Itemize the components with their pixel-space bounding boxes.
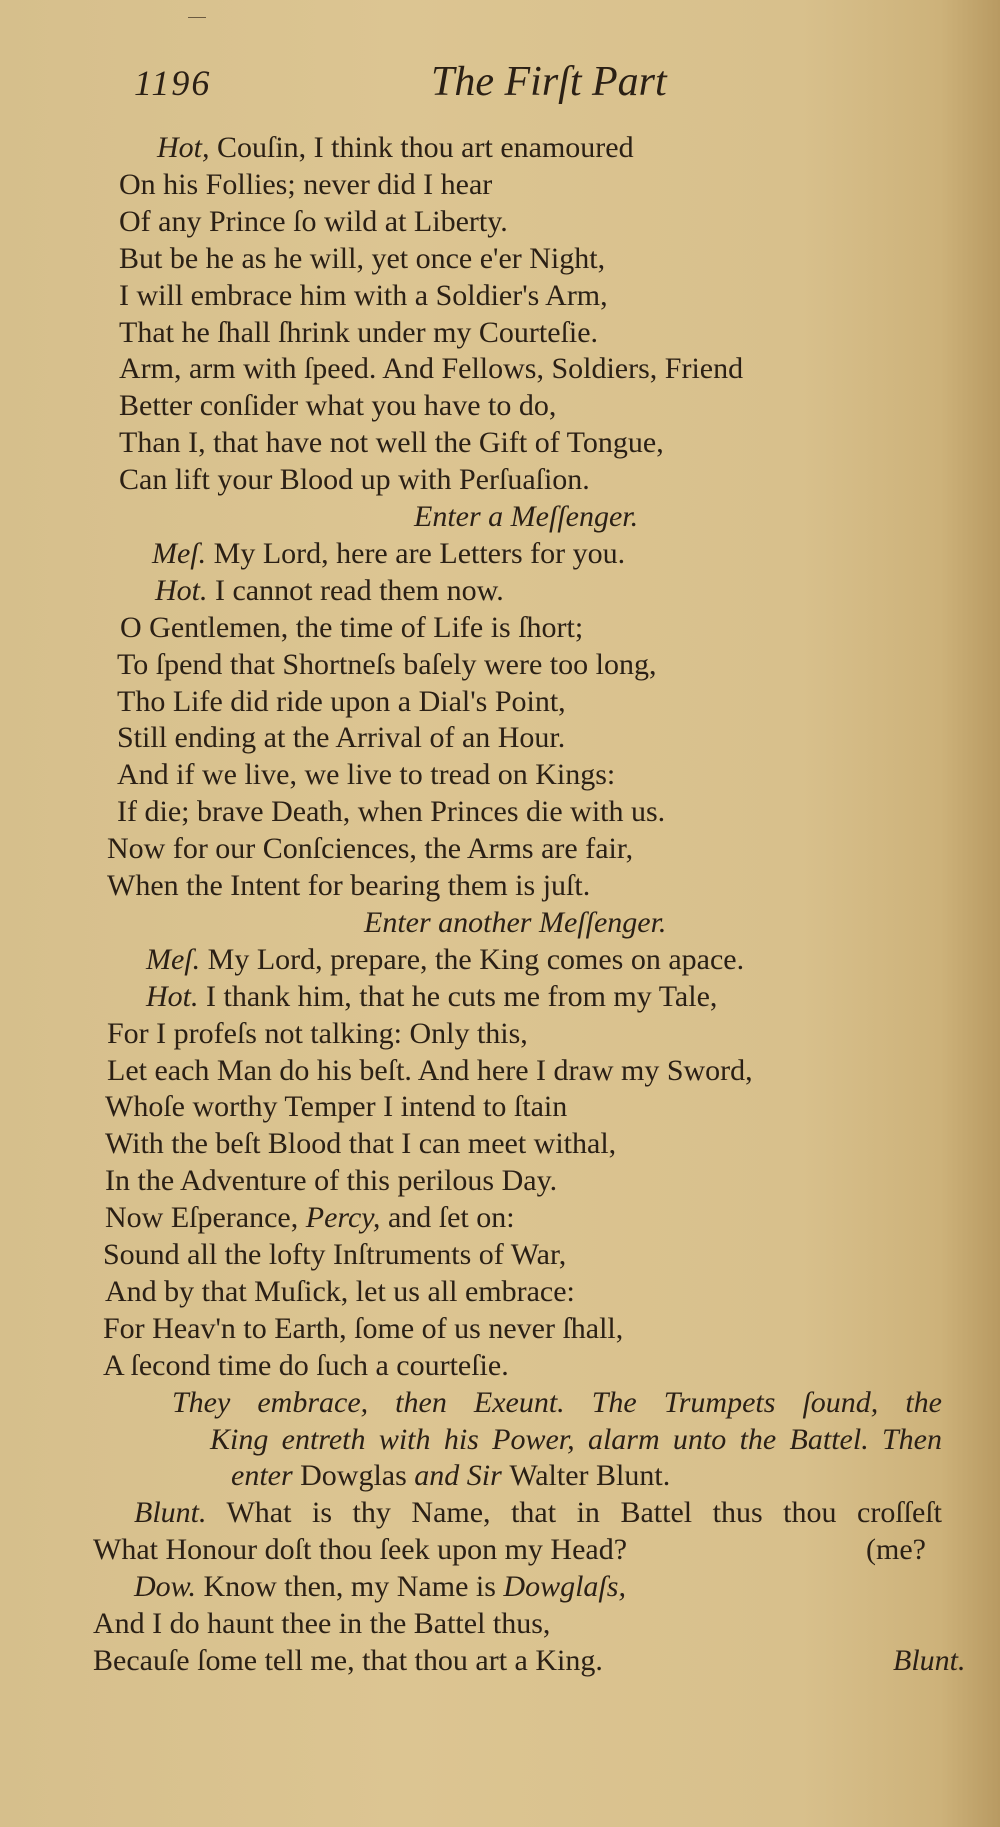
verse-line bbox=[157, 130, 634, 166]
text-segment: Enter another Meſſenger. bbox=[364, 905, 667, 939]
verse-line bbox=[119, 167, 492, 203]
text-segment: For I profeſs not talking: Only this, bbox=[107, 1016, 528, 1050]
text-segment: and ſet on: bbox=[380, 1201, 515, 1235]
verse-line bbox=[119, 315, 598, 351]
text-segment: But be he as he will, yet once e'er Night, bbox=[119, 241, 606, 275]
text-segment: What Honour doſt thou ſeek upon my Head? bbox=[93, 1533, 628, 1567]
text-segment: When the Intent for bearing them is juſt. bbox=[107, 869, 591, 902]
verse-line bbox=[134, 1495, 942, 1531]
text-segment: Whoſe worthy Temper I intend to ſtain bbox=[105, 1090, 568, 1124]
text-segment: What is thy Name, that in Battel thus thou croſſeſt bbox=[206, 1496, 942, 1530]
text-segment: Know then, my Name is bbox=[195, 1570, 504, 1604]
speaker-name: Hot. bbox=[146, 979, 199, 1013]
stage-direction bbox=[414, 499, 638, 535]
verse-line bbox=[93, 1532, 627, 1568]
verse-line bbox=[231, 1458, 670, 1494]
verse-line bbox=[93, 1606, 550, 1642]
speaker-name: enter bbox=[231, 1459, 301, 1493]
text-segment: A ſecond time do ſuch a courteſie. bbox=[103, 1348, 509, 1382]
verse-line bbox=[117, 684, 566, 720]
text-segment: On his Follies; never did I hear bbox=[119, 167, 493, 201]
stage-direction bbox=[364, 905, 666, 941]
stage-direction bbox=[172, 1385, 942, 1421]
verse-line bbox=[107, 1053, 753, 1089]
text-segment: Better conſider what you have to do, bbox=[119, 389, 557, 423]
text-segment: Walter Blunt. bbox=[509, 1459, 671, 1493]
text-segment: Enter a Meſſenger. bbox=[414, 500, 639, 533]
speaker-name: Hot, bbox=[157, 131, 210, 164]
verse-line bbox=[134, 1569, 626, 1605]
text-segment: Sound all the lofty Inſtruments of War, bbox=[103, 1238, 567, 1271]
verse-line bbox=[103, 1237, 566, 1273]
text-segment: Let each Man do his beſt. And here I draw my Sword, bbox=[107, 1053, 753, 1087]
turnover-text: (me? bbox=[866, 1533, 926, 1566]
text-segment: Of any Prince ſo wild at Liberty. bbox=[119, 204, 508, 238]
text-segment: My Lord, prepare, the King comes on apace. bbox=[200, 942, 745, 976]
verse-line bbox=[105, 1163, 557, 1199]
text-segment: King entreth with his Power, alarm unto the Battel. Then bbox=[210, 1422, 942, 1456]
text-segment: And I do haunt thee in the Battel thus, bbox=[93, 1607, 551, 1640]
verse-line bbox=[107, 831, 633, 867]
verse-line bbox=[103, 1348, 509, 1384]
speaker-name: Blunt. bbox=[134, 1496, 207, 1530]
verse-line bbox=[119, 462, 590, 498]
text-segment: And if we live, we live to tread on Kings: bbox=[117, 758, 616, 792]
verse-line bbox=[119, 241, 605, 277]
verse-line bbox=[120, 610, 583, 646]
verse-line bbox=[105, 1274, 575, 1310]
verse-line bbox=[117, 720, 565, 756]
text-segment: My Lord, here are Letters for you. bbox=[206, 536, 626, 570]
verse-line bbox=[103, 1311, 623, 1347]
text-segment: Still ending at the Arrival of an Hour. bbox=[117, 721, 566, 755]
text-segment: Than I, that have not well the Gift of Tongue, bbox=[119, 426, 664, 460]
text-segment: In the Adventure of this perilous Day. bbox=[105, 1164, 558, 1198]
verse-line bbox=[107, 1016, 528, 1052]
text-segment: I cannot read them now. bbox=[207, 573, 504, 607]
text-segment: I will embrace him with a Soldier's Arm, bbox=[119, 278, 608, 312]
verse-line bbox=[119, 351, 743, 387]
text-segment: For Heav'n to Earth, ſome of us never ſhall, bbox=[103, 1311, 624, 1345]
text-segment: Now Eſperance, bbox=[105, 1201, 306, 1235]
verse-line bbox=[117, 647, 656, 683]
speaker-name: Meſ. bbox=[146, 942, 201, 976]
text-segment: Can lift your Blood up with Perſuaſion. bbox=[119, 463, 590, 497]
verse-line bbox=[119, 278, 608, 314]
text-segment: and Sir bbox=[406, 1459, 510, 1493]
page-number: 1196 bbox=[134, 63, 212, 103]
stage-direction bbox=[210, 1422, 942, 1458]
running-title: The Firſt Part bbox=[431, 59, 667, 105]
text-segment: Becauſe ſome tell me, that thou art a King. bbox=[93, 1643, 603, 1677]
verse-line bbox=[146, 942, 744, 978]
verse-line bbox=[105, 1200, 515, 1236]
catchword: Blunt. bbox=[893, 1644, 966, 1677]
speaker-name: Hot. bbox=[155, 573, 208, 607]
text-segment: And by that Muſick, let us all embrace: bbox=[105, 1274, 575, 1308]
verse-line bbox=[155, 573, 504, 609]
text-segment: Tho Life did ride upon a Dial's Point, bbox=[117, 684, 566, 718]
verse-line bbox=[117, 794, 665, 830]
verse-line bbox=[107, 868, 590, 904]
text-segment: Percy, bbox=[305, 1201, 381, 1235]
stray-mark bbox=[188, 17, 206, 18]
text-segment: O Gentlemen, the time of Life is ſhort; bbox=[120, 610, 584, 644]
speaker-name: Meſ. bbox=[152, 536, 207, 570]
verse-line bbox=[146, 979, 717, 1015]
text-segment: With the beſt Blood that I can meet withal, bbox=[105, 1127, 617, 1161]
verse-line bbox=[119, 425, 664, 461]
verse-line bbox=[119, 204, 508, 240]
text-segment: They embrace, then Exeunt. The Trumpets ſound, the bbox=[172, 1385, 942, 1419]
verse-line bbox=[152, 536, 625, 572]
verse-line bbox=[105, 1126, 616, 1162]
speaker-name: Dow. bbox=[134, 1570, 196, 1604]
text-segment: Couſin, I think thou art enamoured bbox=[209, 131, 634, 164]
verse-line bbox=[117, 757, 615, 793]
text-segment: Dowglas bbox=[300, 1459, 407, 1493]
text-segment: Now for our Conſciences, the Arms are fair, bbox=[107, 832, 634, 866]
text-segment: Dowglaſs, bbox=[503, 1570, 626, 1604]
text-segment: I thank him, that he cuts me from my Tale, bbox=[198, 979, 718, 1013]
verse-line bbox=[105, 1089, 567, 1125]
verse-line bbox=[119, 388, 556, 424]
text-segment: That he ſhall ſhrink under my Courteſie. bbox=[119, 315, 599, 349]
verse-line bbox=[93, 1643, 603, 1679]
text-segment: If die; brave Death, when Princes die with us. bbox=[117, 795, 666, 829]
text-segment: To ſpend that Shortneſs baſely were too long, bbox=[117, 647, 657, 681]
text-segment: Arm, arm with ſpeed. And Fellows, Soldiers, Friend bbox=[119, 352, 744, 386]
